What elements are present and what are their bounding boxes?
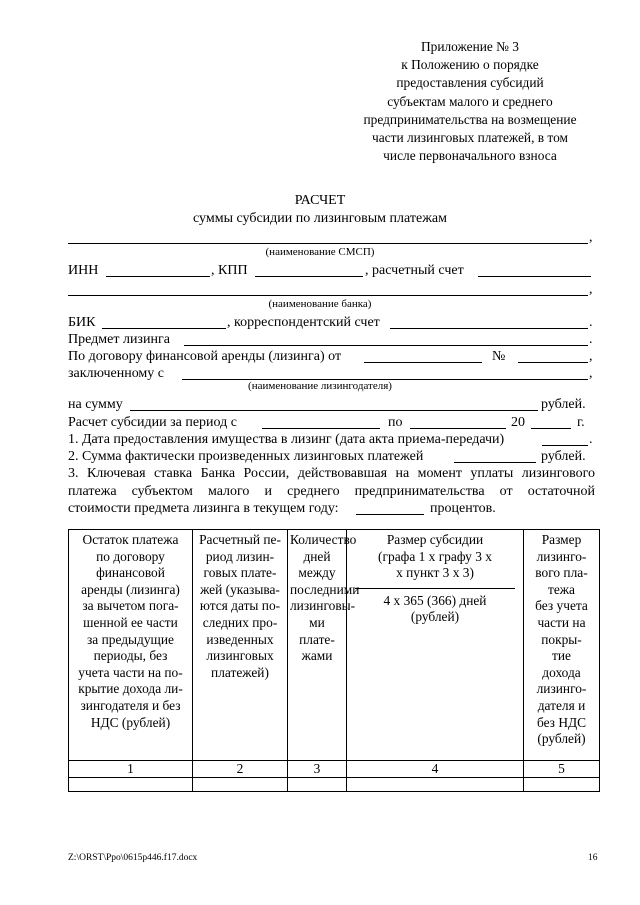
- item-3-line-1: 3. Ключевая ставка Банка России, действовавшая на момент уплаты лизингового: [68, 466, 595, 481]
- comma: ,: [589, 349, 593, 364]
- appendix-line: субъектам малого и среднего: [387, 93, 553, 109]
- footer-file-path: Z:\ORST\Ppo\0615p446.f17.docx: [68, 853, 198, 863]
- contract-number-field[interactable]: [518, 362, 588, 363]
- document-title: РАСЧЕТ: [294, 193, 346, 208]
- account-label: , расчетный счет: [365, 263, 464, 278]
- header-col-3: Количество дней между последними лизинговы- ми плате- жами: [288, 530, 347, 761]
- appendix-line: числе первоначального взноса: [383, 148, 557, 164]
- calc-label: Расчет субсидии за период с: [68, 415, 237, 430]
- appendix-line: части лизинговых платежей, в том: [371, 130, 569, 146]
- subject-field[interactable]: [184, 345, 588, 346]
- year-prefix: 20: [511, 415, 525, 430]
- page-number: 16: [588, 853, 598, 863]
- item-2-row: [68, 448, 595, 466]
- item-3-row: [68, 500, 595, 518]
- smsp-caption: (наименование СМСП): [265, 246, 375, 258]
- comma: ,: [589, 230, 593, 245]
- item-2-unit: рублей.: [541, 449, 586, 464]
- header-col-4: Размер субсидии (графа 1 x графу 3 x x пункт 3 x 3) 4 x 365 (366) дней (рублей): [347, 530, 524, 761]
- concluded-label: заключенному с: [68, 366, 165, 381]
- contract-row: [68, 348, 595, 366]
- smsp-name-row: [68, 229, 595, 247]
- subsidy-table: [68, 529, 600, 792]
- smsp-name-field[interactable]: [68, 243, 588, 244]
- column-number: 1: [69, 761, 193, 778]
- appendix-line: Приложение № 3: [420, 39, 520, 54]
- appendix-header: [347, 38, 593, 165]
- item-1-row: [68, 431, 595, 449]
- bik-label: БИК: [68, 315, 96, 330]
- subject-row: [68, 331, 595, 349]
- kpp-label: , КПП: [211, 263, 248, 278]
- year-field[interactable]: [531, 428, 571, 429]
- comma: ,: [589, 282, 593, 297]
- calc-period-row: [68, 414, 595, 432]
- table-number-row: [69, 761, 600, 778]
- contract-label: По договору финансовой аренды (лизинга) от: [68, 349, 342, 364]
- sum-row: [68, 396, 595, 414]
- calc-to-label: по: [388, 415, 403, 430]
- column-number: 2: [193, 761, 288, 778]
- bank-name-row: [68, 281, 595, 299]
- inn-row: [68, 262, 595, 280]
- bank-caption: (наименование банка): [268, 298, 372, 310]
- column-number: 4: [347, 761, 524, 778]
- kpp-field[interactable]: [255, 276, 363, 277]
- table-cell[interactable]: [193, 778, 288, 792]
- table-cell[interactable]: [524, 778, 600, 792]
- table-cell[interactable]: [347, 778, 524, 792]
- period-from-field[interactable]: [262, 428, 380, 429]
- column-number: 5: [524, 761, 600, 778]
- item-2-label: 2. Сумма фактически произведенных лизинговых платежей: [68, 449, 424, 464]
- sum-field[interactable]: [130, 410, 538, 411]
- item-1-field[interactable]: [542, 445, 588, 446]
- period: .: [589, 315, 593, 330]
- rubles-label: рублей.: [541, 397, 586, 412]
- appendix-line: к Положению о порядке: [401, 57, 539, 73]
- lessor-caption: (наименование лизингодателя): [248, 380, 392, 392]
- subject-label: Предмет лизинга: [68, 332, 170, 347]
- sum-label: на сумму: [68, 397, 123, 412]
- contract-date-field[interactable]: [364, 362, 482, 363]
- item-3-line-2: платежа субъектом малого и среднего предпринимательства от остаточной: [68, 484, 595, 499]
- period: .: [589, 432, 593, 447]
- bik-row: [68, 314, 595, 332]
- bik-field[interactable]: [102, 328, 226, 329]
- item-3-line-3: стоимости предмета лизинга в текущем году:: [68, 501, 339, 516]
- appendix-line: предоставления субсидий: [396, 75, 544, 91]
- period-to-field[interactable]: [410, 428, 506, 429]
- item-2-field[interactable]: [454, 462, 536, 463]
- item-3-unit: процентов.: [430, 501, 496, 516]
- document-subtitle: суммы субсидии по лизинговым платежам: [193, 211, 447, 226]
- table-header-row: [69, 530, 600, 761]
- corr-account-label: , корреспондентский счет: [227, 315, 380, 330]
- fraction-line: [355, 588, 515, 589]
- number-label: №: [492, 349, 506, 364]
- year-suffix: г.: [577, 415, 585, 430]
- inn-label: ИНН: [68, 263, 99, 278]
- account-field[interactable]: [478, 276, 591, 277]
- header-col-2: Расчетный пе- риод лизин- говых плате- жей (указыва- ются даты по- следних про- изведенных лизинговых платежей): [193, 530, 288, 761]
- header-col-5: Размер лизинго- вого пла- тежа без учета части на покры- тие дохода лизинго- дателя и без НДС (рублей): [524, 530, 600, 761]
- inn-field[interactable]: [106, 276, 210, 277]
- appendix-line: предпринимательства на возмещение: [363, 111, 577, 127]
- header-col-1: Остаток платежа по договору финансовой аренды (лизинга) за вычетом пога- шенной ее части за предыдущие периоды, без учета части на по- крытие дохода ли- зингодателя и без НДС (рублей): [69, 530, 193, 761]
- bank-name-field[interactable]: [68, 295, 588, 296]
- item-1-label: 1. Дата предоставления имущества в лизинг (дата акта приема-передачи): [68, 432, 505, 447]
- table-cell[interactable]: [69, 778, 193, 792]
- rate-field[interactable]: [356, 514, 424, 515]
- column-number: 3: [288, 761, 347, 778]
- comma: ,: [589, 366, 593, 381]
- corr-account-field[interactable]: [390, 328, 588, 329]
- table-cell[interactable]: [288, 778, 347, 792]
- table-row: [69, 778, 600, 792]
- period: .: [589, 332, 593, 347]
